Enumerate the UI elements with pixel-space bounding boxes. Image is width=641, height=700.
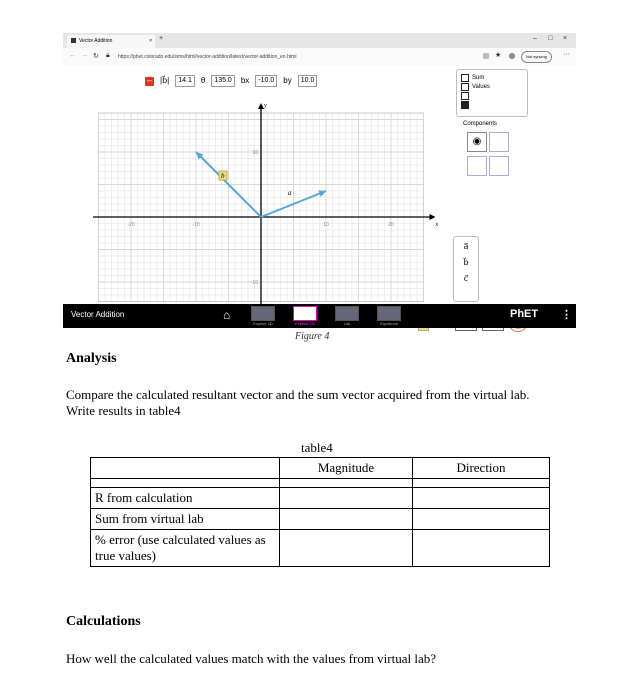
tab-close-icon[interactable]: ×	[149, 38, 152, 44]
checkbox-list	[461, 73, 523, 109]
nav-tab-icon	[293, 306, 317, 321]
back-icon[interactable]: ←	[69, 52, 76, 59]
checkbox-row[interactable]	[461, 91, 523, 100]
bx-value: -10.0	[255, 75, 277, 87]
table-row-spacer	[91, 479, 550, 488]
minimize-icon[interactable]: –	[533, 35, 537, 42]
by-value: 10.0	[298, 75, 318, 87]
table-row	[91, 488, 550, 509]
x-tick-label: -20	[127, 222, 135, 228]
x-tick-label: -10	[192, 222, 200, 228]
magnitude-value: 14.1	[175, 75, 195, 87]
nav-tab[interactable]	[248, 306, 278, 326]
tab-favicon-icon	[71, 38, 76, 43]
reader-icon[interactable]	[483, 53, 489, 59]
row-label: % error (use calculated values as true values)	[91, 530, 280, 567]
checkbox-row[interactable]	[461, 100, 523, 109]
magnitude-cell[interactable]	[280, 488, 413, 509]
favorite-star-icon[interactable]: ★	[495, 52, 502, 59]
url-field[interactable]: https://phet.colorado.edu/sims/html/vector-addition/latest/vector-addition_en.html	[118, 54, 297, 60]
y-tick-label: -10	[250, 280, 258, 286]
hide-components-icon[interactable]: ◉	[467, 132, 487, 152]
components-style2-icon[interactable]	[467, 156, 487, 176]
nav-tab-icon	[335, 306, 359, 321]
menu-dots-icon[interactable]: ···	[563, 51, 570, 58]
tab-title: Vector Addition	[79, 38, 113, 44]
checkbox-icon[interactable]	[461, 101, 469, 109]
vector-graph[interactable]	[93, 94, 483, 319]
display-options-panel	[456, 69, 528, 117]
x-tick-label: 20	[388, 222, 394, 228]
x-tick-label: 10	[323, 222, 329, 228]
refresh-icon[interactable]: ↻	[93, 53, 99, 60]
checkbox-row[interactable]	[461, 82, 523, 91]
nav-tab[interactable]	[332, 306, 362, 326]
sim-title: Vector Addition	[71, 310, 125, 319]
sim-area	[63, 66, 576, 333]
by-label: by	[283, 76, 292, 85]
nav-tab-icon	[377, 306, 401, 321]
direction-cell[interactable]	[413, 530, 550, 567]
calculations-question: How well the calculated values match with the values from virtual lab?	[66, 651, 437, 666]
vector-a-label: a⃗	[288, 189, 297, 197]
browser-screenshot	[63, 33, 576, 341]
bx-label: bx	[240, 76, 250, 85]
phet-menu-icon[interactable]: ⋮	[561, 309, 572, 321]
toolbox-vector-icon[interactable]: c⃗	[463, 274, 469, 283]
row-label: Sum from virtual lab	[91, 509, 280, 530]
nav-tab-icon	[251, 306, 275, 321]
maximize-icon[interactable]: □	[548, 35, 553, 42]
forward-icon[interactable]: →	[81, 52, 88, 59]
checkbox-icon[interactable]	[461, 83, 469, 91]
angle-label: θ	[200, 76, 206, 85]
header-cell: Magnitude	[280, 458, 413, 479]
tab-bar	[63, 33, 576, 48]
analysis-text: Compare the calculated resultant vector and the sum vector acquired from the virtual lab. Write results in table4	[66, 387, 530, 418]
checkbox-label: Sum	[472, 74, 485, 81]
table-title: table4	[301, 440, 333, 455]
vector-readout	[145, 75, 317, 87]
angle-value: 135.0	[211, 75, 235, 87]
y-tick-label: 10	[252, 150, 258, 156]
magnitude-cell[interactable]	[280, 530, 413, 567]
magnitude-label: |b⃗|	[160, 76, 170, 85]
table-row	[91, 530, 550, 567]
components-label: Components	[463, 121, 498, 127]
toolbox-vector-icon[interactable]: b⃗	[463, 258, 469, 267]
toolbox-list	[454, 237, 478, 283]
direction-cell[interactable]	[413, 488, 550, 509]
nav-tab-label: Explore 2D	[295, 321, 315, 326]
home-icon[interactable]: ⌂	[223, 308, 231, 322]
figure-caption: Figure 4	[295, 331, 330, 342]
nav-tabs	[248, 306, 404, 326]
components-style1-icon[interactable]	[489, 132, 509, 152]
x-axis-label: x	[435, 222, 439, 228]
components-buttons	[467, 132, 507, 176]
table-header-row	[91, 458, 550, 479]
checkbox-label: Values	[472, 83, 490, 90]
analysis-heading: Analysis	[66, 351, 117, 366]
collapse-icon[interactable]: –	[145, 77, 154, 86]
new-tab-icon[interactable]: +	[159, 35, 164, 42]
table-row	[91, 509, 550, 530]
header-cell: Direction	[413, 458, 550, 479]
vector-b-label: b⃗	[221, 172, 230, 180]
toolbox-vector-icon[interactable]: a⃗	[463, 242, 469, 251]
checkbox-icon[interactable]	[461, 92, 469, 100]
nav-tab-label: Equations	[380, 321, 398, 326]
checkbox-row[interactable]	[461, 73, 523, 82]
address-bar	[63, 48, 576, 67]
nav-tab-label: Explore 1D	[253, 321, 273, 326]
extensions-icon[interactable]	[509, 53, 515, 59]
direction-cell[interactable]	[413, 509, 550, 530]
phet-logo[interactable]: PhET	[510, 308, 539, 320]
components-style3-icon[interactable]	[489, 156, 509, 176]
lock-icon: 🔒︎	[106, 52, 110, 59]
nav-tab[interactable]	[290, 306, 320, 326]
vector-toolbox	[453, 236, 479, 302]
sim-nav-bar	[63, 304, 576, 328]
browser-tab[interactable]	[67, 35, 155, 48]
y-axis-label: y	[264, 103, 267, 109]
results-table	[90, 457, 550, 567]
row-label: R from calculation	[91, 488, 280, 509]
header-cell	[91, 458, 280, 479]
checkbox-icon[interactable]	[461, 74, 469, 82]
close-window-icon[interactable]: ×	[563, 35, 568, 42]
nav-tab-label: Lab	[343, 321, 351, 326]
x-axis-arrow	[430, 214, 436, 220]
calculations-heading: Calculations	[66, 614, 141, 629]
magnitude-cell[interactable]	[280, 509, 413, 530]
sync-badge[interactable]: Not syncing	[521, 51, 552, 63]
nav-tab[interactable]	[374, 306, 404, 326]
